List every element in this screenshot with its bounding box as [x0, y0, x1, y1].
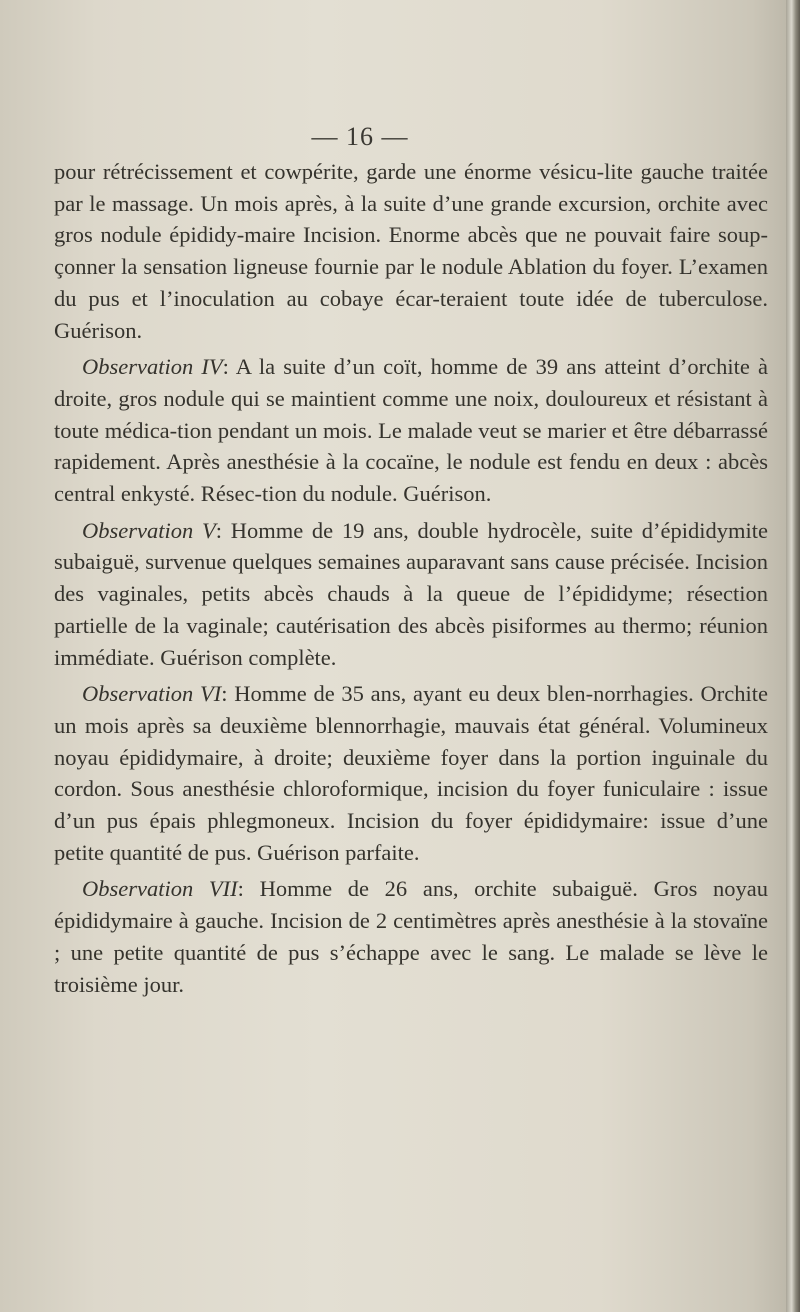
observation-text: : Homme de 26 ans, orchite subaiguë. Gros noyau épididymaire à gauche. Incision de 2 centimètres après anesthésie à la stovaïne ; une petite quantité de pus s’échappe avec le sang. Le malade se lève le troisième jour.	[54, 876, 769, 997]
observation-iv	[54, 351, 768, 510]
body-text	[54, 156, 768, 1000]
paragraph-text: pour rétrécissement et cowpérite, garde une énorme vésicu-lite gauche traitée par le massage. Un mois après, à la suite d’une grande excursion, orchite avec gros nodule épididy-maire Incision. Enorme abcès que ne pouvait faire soup-çonner la sensation ligneuse fournie par le nodule Ablation du foyer. L’examen du pus et l’inoculation au cobaye écar-teraient toute idée de tuberculose. Guérison.	[54, 159, 768, 343]
observation-v	[54, 515, 768, 674]
observation-label: Observation V	[82, 517, 216, 543]
observation-label: Observation VII	[82, 876, 238, 902]
observation-label: Observation IV	[82, 354, 223, 380]
paragraph-continuation	[54, 156, 768, 346]
observation-text: : A la suite d’un coït, homme de 39 ans atteint d’orchite à droite, gros nodule qui se maintient comme une noix, douloureux et résistant à toute médica-tion pendant un mois. Le malade veut se marier et être débarrassé rapidement. Après anesthésie à la cocaïne, le nodule est fendu en deux : abcès central enkysté. Résec-tion du nodule. Guérison.	[54, 354, 768, 507]
observation-text: : Homme de 35 ans, ayant eu deux blen-norrhagies. Orchite un mois après sa deuxième blennorrhagie, mauvais état général. Volumineux noyau épididymaire, à droite; deuxième foyer dans la portion inguinale du cordon. Sous anesthésie chloroformique, incision du foyer funiculaire : issue d’un pus épais phlegmoneux. Incision du foyer épididymaire: issue d’une petite quantité de pus. Guérison parfaite.	[54, 681, 768, 865]
observation-text: : Homme de 19 ans, double hydrocèle, suite d’épididymite subaiguë, survenue quelques semaines auparavant sans cause précisée. Incision des vaginales, petits abcès chauds à la queue de l’épididyme; résection partielle de la vaginale; cautérisation des abcès pisiformes au thermo; réunion immédiate. Guérison complète.	[54, 517, 768, 670]
page-edge-shadow	[786, 0, 800, 1312]
observation-vi	[54, 678, 768, 868]
observation-vii	[54, 873, 768, 1000]
page-number: — 16 —	[311, 122, 409, 151]
observation-label: Observation VI	[82, 681, 222, 707]
